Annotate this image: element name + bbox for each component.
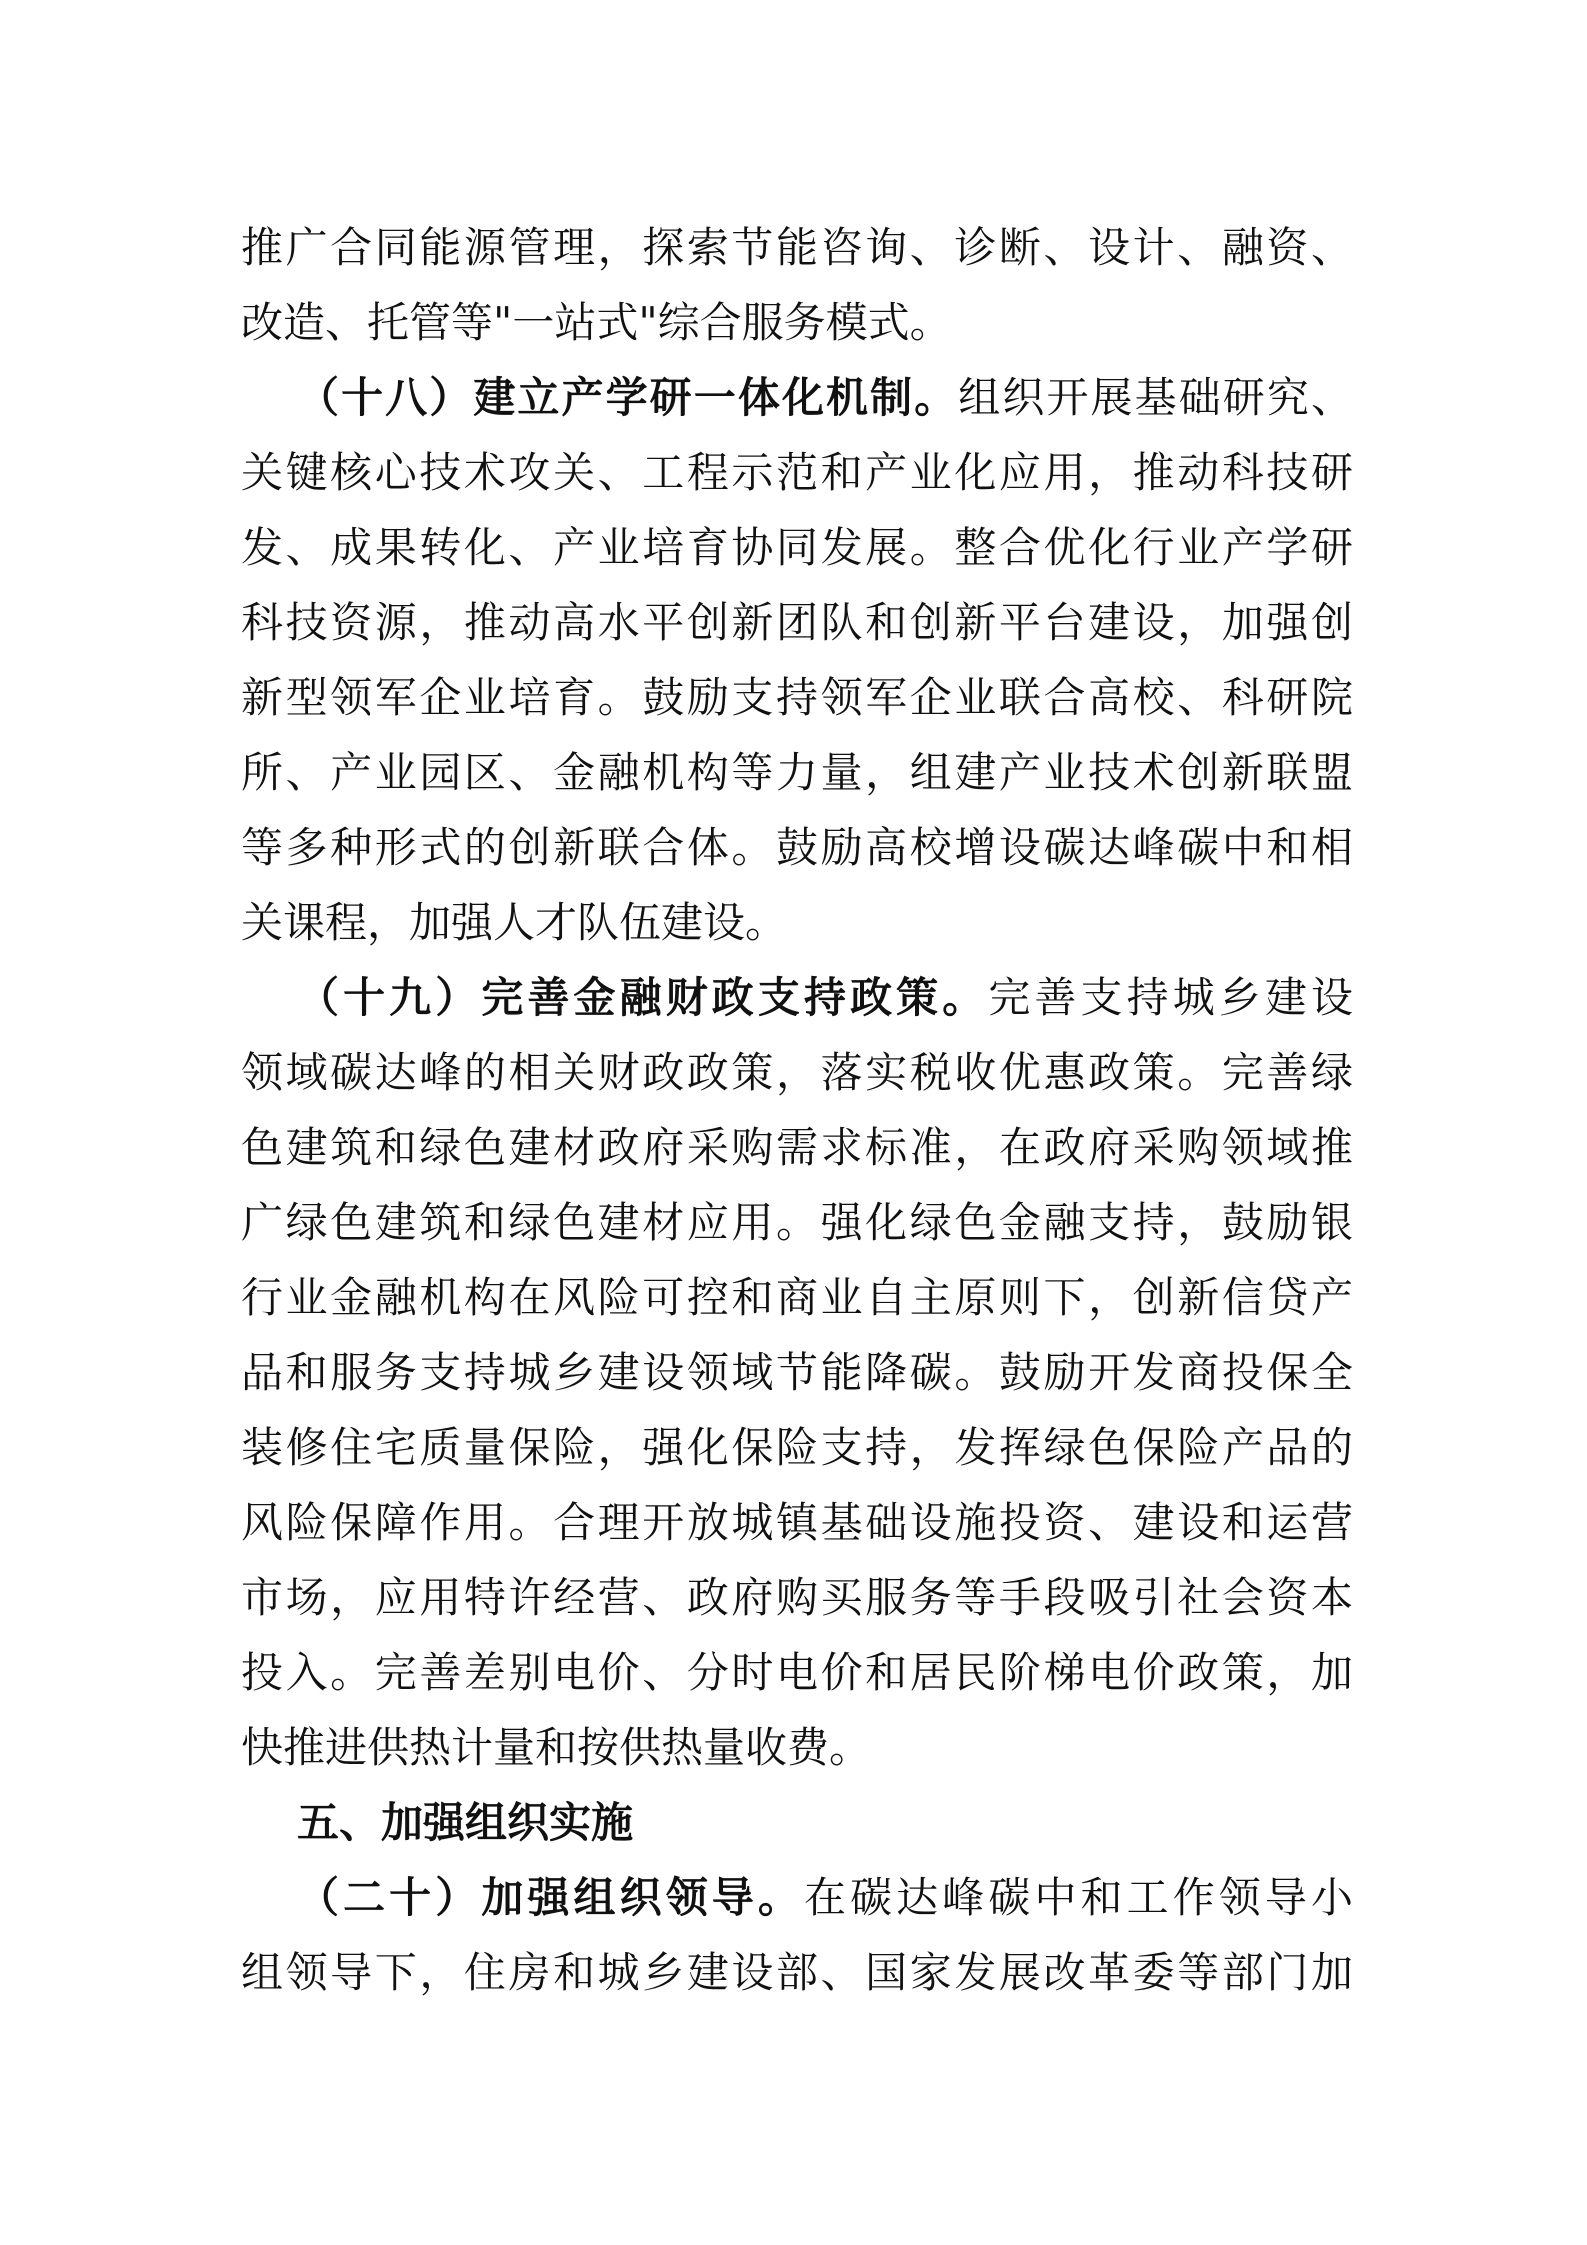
paragraph-line: 新型领军企业培育。鼓励支持领军企业联合高校、科研院 (241, 673, 1353, 722)
paragraph-line: 快推进供热计量和按供热量收费。 (241, 1723, 872, 1772)
paragraph-19-title: （十九）完善金融财政支持政策。 (297, 973, 989, 1022)
section-heading: 五、加强组织实施 (297, 1798, 634, 1847)
paragraph-line: 市场，应用特许经营、政府购买服务等手段吸引社会资本 (241, 1573, 1353, 1622)
paragraph-18-title: （十八）建立产学研一体化机制。 (297, 373, 959, 422)
paragraph-line: 广绿色建筑和绿色建材应用。强化绿色金融支持，鼓励银 (241, 1198, 1353, 1247)
paragraph-19-first-line (241, 960, 1353, 1035)
paragraph-line: 推广合同能源管理，探索节能咨询、诊断、设计、融资、 (241, 223, 1353, 272)
paragraph-19-first-text: 完善支持城乡建设 (988, 973, 1353, 1022)
paragraph-line: 风险保障作用。合理开放城镇基础设施投资、建设和运营 (241, 1498, 1353, 1547)
paragraph-line: 行业金融机构在风险可控和商业自主原则下，创新信贷产 (241, 1273, 1353, 1322)
paragraph-18-first-line (241, 360, 1353, 435)
paragraph-20-title: （二十）加强组织领导。 (297, 1873, 804, 1922)
paragraph-line: 关课程，加强人才队伍建设。 (241, 898, 788, 947)
paragraph-line: 领域碳达峰的相关财政政策，落实税收优惠政策。完善绿 (241, 1048, 1353, 1097)
paragraph-line: 投入。完善差别电价、分时电价和居民阶梯电价政策，加 (241, 1648, 1353, 1697)
paragraph-18-first-text: 组织开展基础研究、 (958, 373, 1353, 422)
paragraph-line: 发、成果转化、产业培育协同发展。整合优化行业产学研 (241, 523, 1353, 572)
paragraph-line: 品和服务支持城乡建设领域节能降碳。鼓励开发商投保全 (241, 1348, 1353, 1397)
paragraph-line: 科技资源，推动高水平创新团队和创新平台建设，加强创 (241, 598, 1353, 647)
paragraph-line: 装修住宅质量保险，强化保险支持，发挥绿色保险产品的 (241, 1423, 1353, 1472)
paragraph-20-first-text: 在碳达峰碳中和工作领导小 (804, 1873, 1353, 1922)
paragraph-line: 组领导下，住房和城乡建设部、国家发展改革委等部门加 (241, 1948, 1353, 1997)
document-page (241, 210, 1353, 2010)
paragraph-line: 改造、托管等"一站式"综合服务模式。 (241, 298, 952, 347)
paragraph-20-first-line (241, 1860, 1353, 1935)
paragraph-line: 关键核心技术攻关、工程示范和产业化应用，推动科技研 (241, 448, 1353, 497)
paragraph-line: 所、产业园区、金融机构等力量，组建产业技术创新联盟 (241, 748, 1353, 797)
paragraph-line: 色建筑和绿色建材政府采购需求标准，在政府采购领域推 (241, 1123, 1353, 1172)
paragraph-line: 等多种形式的创新联合体。鼓励高校增设碳达峰碳中和相 (241, 823, 1353, 872)
